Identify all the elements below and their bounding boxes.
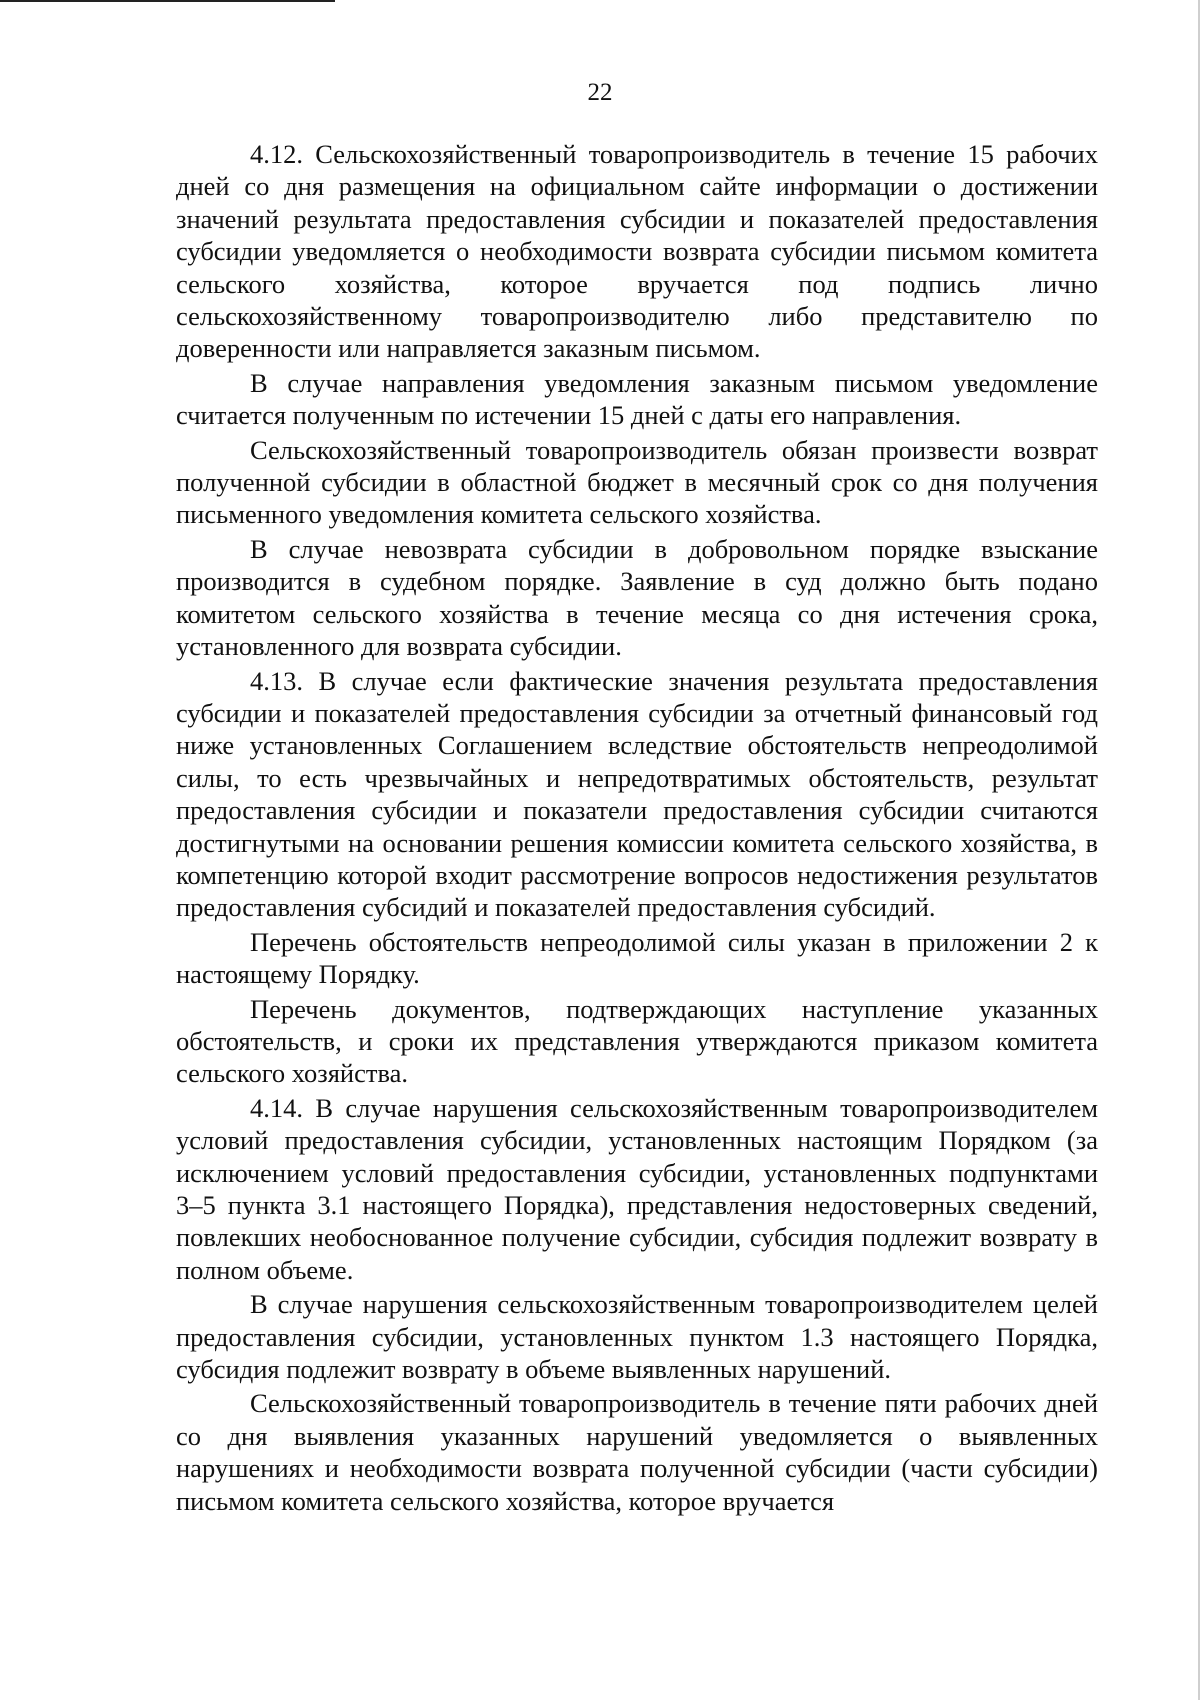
paragraph-4-14: 4.14. В случае нарушения сельскохозяйственным товаропроизводителем условий предоставления субсидии, установленных настоящим Порядком (за исключением условий предоставления субсидии, установленных подпунктами 3–5 пункта 3.1 настоящего Порядка), представления недостоверных сведений, повлекших необоснованное получение субсидии, субсидия подлежит возврату в полном объеме.: [176, 1092, 1098, 1285]
paragraph-force-majeure-list: Перечень обстоятельств непреодолимой силы указан в приложении 2 к настоящему Порядку.: [176, 926, 1098, 990]
paragraph-purpose-violation: В случае нарушения сельскохозяйственным товаропроизводителем целей предоставления субсидии, установленных пунктом 1.3 настоящего Порядка, субсидия подлежит возврату в объеме выявленных нарушений.: [176, 1289, 1098, 1385]
paragraph-documents-list: Перечень документов, подтверждающих наступление указанных обстоятельств, и сроки их представления утверждаются приказом комитета сельского хозяйства.: [176, 993, 1098, 1089]
paragraph-return-obligation: Сельскохозяйственный товаропроизводитель обязан произвести возврат полученной субсидии в областной бюджет в месячный срок со дня получения письменного уведомления комитета сельского хозяйства.: [176, 434, 1098, 530]
page-number: 22: [587, 79, 613, 106]
paragraph-4-13: 4.13. В случае если фактические значения результата предоставления субсидии и показателей предоставления субсидии за отчетный финансовый год ниже установленных Соглашением вследствие обстоятельств непреодолимой силы, то есть чрезвычайных и непредотвратимых обстоятельств, результат предоставления субсидии и показатели предоставления субсидии считаются достигнутыми на основании решения комиссии комитета сельского хозяйства, в компетенцию которой входит рассмотрение вопросов недостижения результатов предоставления субсидий и показателей предоставления субсидий.: [176, 665, 1098, 923]
document-body: [176, 138, 1098, 1519]
paragraph-4-12: 4.12. Сельскохозяйственный товаропроизводитель в течение 15 рабочих дней со дня размещения на официальном сайте информации о достижении значений результата предоставления субсидии и показателей предоставления субсидии уведомляется о необходимости возврата субсидии письмом комитета сельского хозяйства, которое вручается под подпись лично сельскохозяйственному товаропроизводителю либо представителю по доверенности или направляется заказным письмом.: [176, 139, 1098, 364]
scan-edge-top: [0, 0, 335, 2]
paragraph-court-recovery: В случае невозврата субсидии в добровольном порядке взыскание производится в судебном порядке. Заявление в суд должно быть подано комитетом сельского хозяйства в течение месяца со дня истечения срока, установленного для возврата субсидии.: [176, 533, 1098, 662]
paragraph-violation-notice: Сельскохозяйственный товаропроизводитель в течение пяти рабочих дней со дня выявления указанных нарушений уведомляется о выявленных нарушениях и необходимости возврата полученной субсидии (части субсидии) письмом комитета сельского хозяйства, которое вручается: [176, 1388, 1098, 1516]
paragraph-notice-by-mail: В случае направления уведомления заказным письмом уведомление считается полученным по истечении 15 дней с даты его направления.: [176, 367, 1098, 431]
